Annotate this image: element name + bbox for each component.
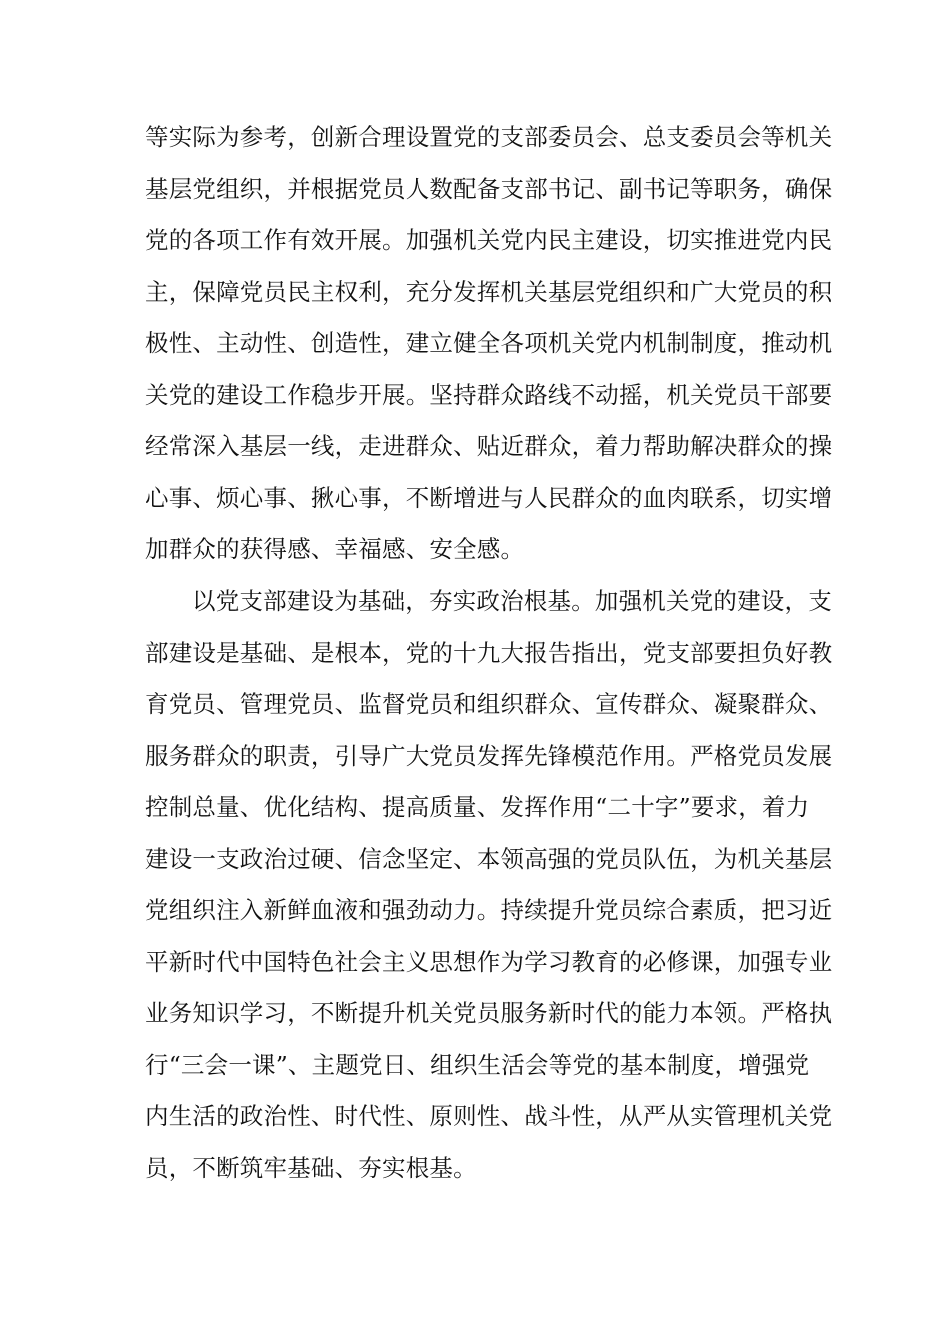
text-line: 控制总量、优化结构、提高质量、发挥作用“二十字”要求，着力 (145, 793, 810, 821)
text-line: 建设一支政治过硬、信念坚定、本领高强的党员队伍，为机关基层 (145, 844, 833, 873)
text-line: 关党的建设工作稳步开展。坚持群众路线不动摇，机关党员干部要 (145, 380, 833, 409)
text-line: 心事、烦心事、揪心事，不断增进与人民群众的血肉联系，切实增 (145, 483, 833, 512)
text-line: 行“三会一课”、主题党日、组织生活会等党的基本制度，增强党 (145, 1050, 810, 1079)
text-line: 党的各项工作有效开展。加强机关党内民主建设，切实推进党内民 (145, 226, 833, 254)
text-line: 等实际为参考，创新合理设置党的支部委员会、总支委员会等机关 (145, 123, 833, 151)
text-line: 以党支部建设为基础，夯实政治根基。加强机关党的建设，支 (192, 587, 832, 615)
text-line: 平新时代中国特色社会主义思想作为学习教育的必修课，加强专业 (145, 947, 833, 976)
text-line: 员，不断筑牢基础、夯实根基。 (145, 1153, 477, 1182)
text-line: 业务知识学习，不断提升机关党员服务新时代的能力本领。严格执 (145, 999, 833, 1027)
paragraph-continuation (145, 112, 833, 576)
text-line: 服务群众的职责，引导广大党员发挥先锋模范作用。严格党员发展 (145, 741, 833, 770)
text-line: 极性、主动性、创造性，建立健全各项机关党内机制制度，推动机 (145, 329, 833, 357)
text-line: 加群众的获得感、幸福感、安全感。 (145, 535, 525, 563)
paragraph-branch-building (145, 576, 833, 1194)
text-line: 党组织注入新鲜血液和强劲动力。持续提升党员综合素质，把习近 (145, 896, 833, 924)
text-line: 主，保障党员民主权利，充分发挥机关基层党组织和广大党员的积 (145, 277, 833, 306)
text-line: 育党员、管理党员、监督党员和组织群众、宣传群众、凝聚群众、 (145, 690, 833, 718)
text-line: 内生活的政治性、时代性、原则性、战斗性，从严从实管理机关党 (145, 1102, 833, 1130)
text-line: 经常深入基层一线，走进群众、贴近群众，着力帮助解决群众的操 (145, 432, 833, 460)
text-line: 部建设是基础、是根本，党的十九大报告指出，党支部要担负好教 (145, 638, 833, 667)
text-line: 基层党组织，并根据党员人数配备支部书记、副书记等职务，确保 (145, 174, 833, 203)
